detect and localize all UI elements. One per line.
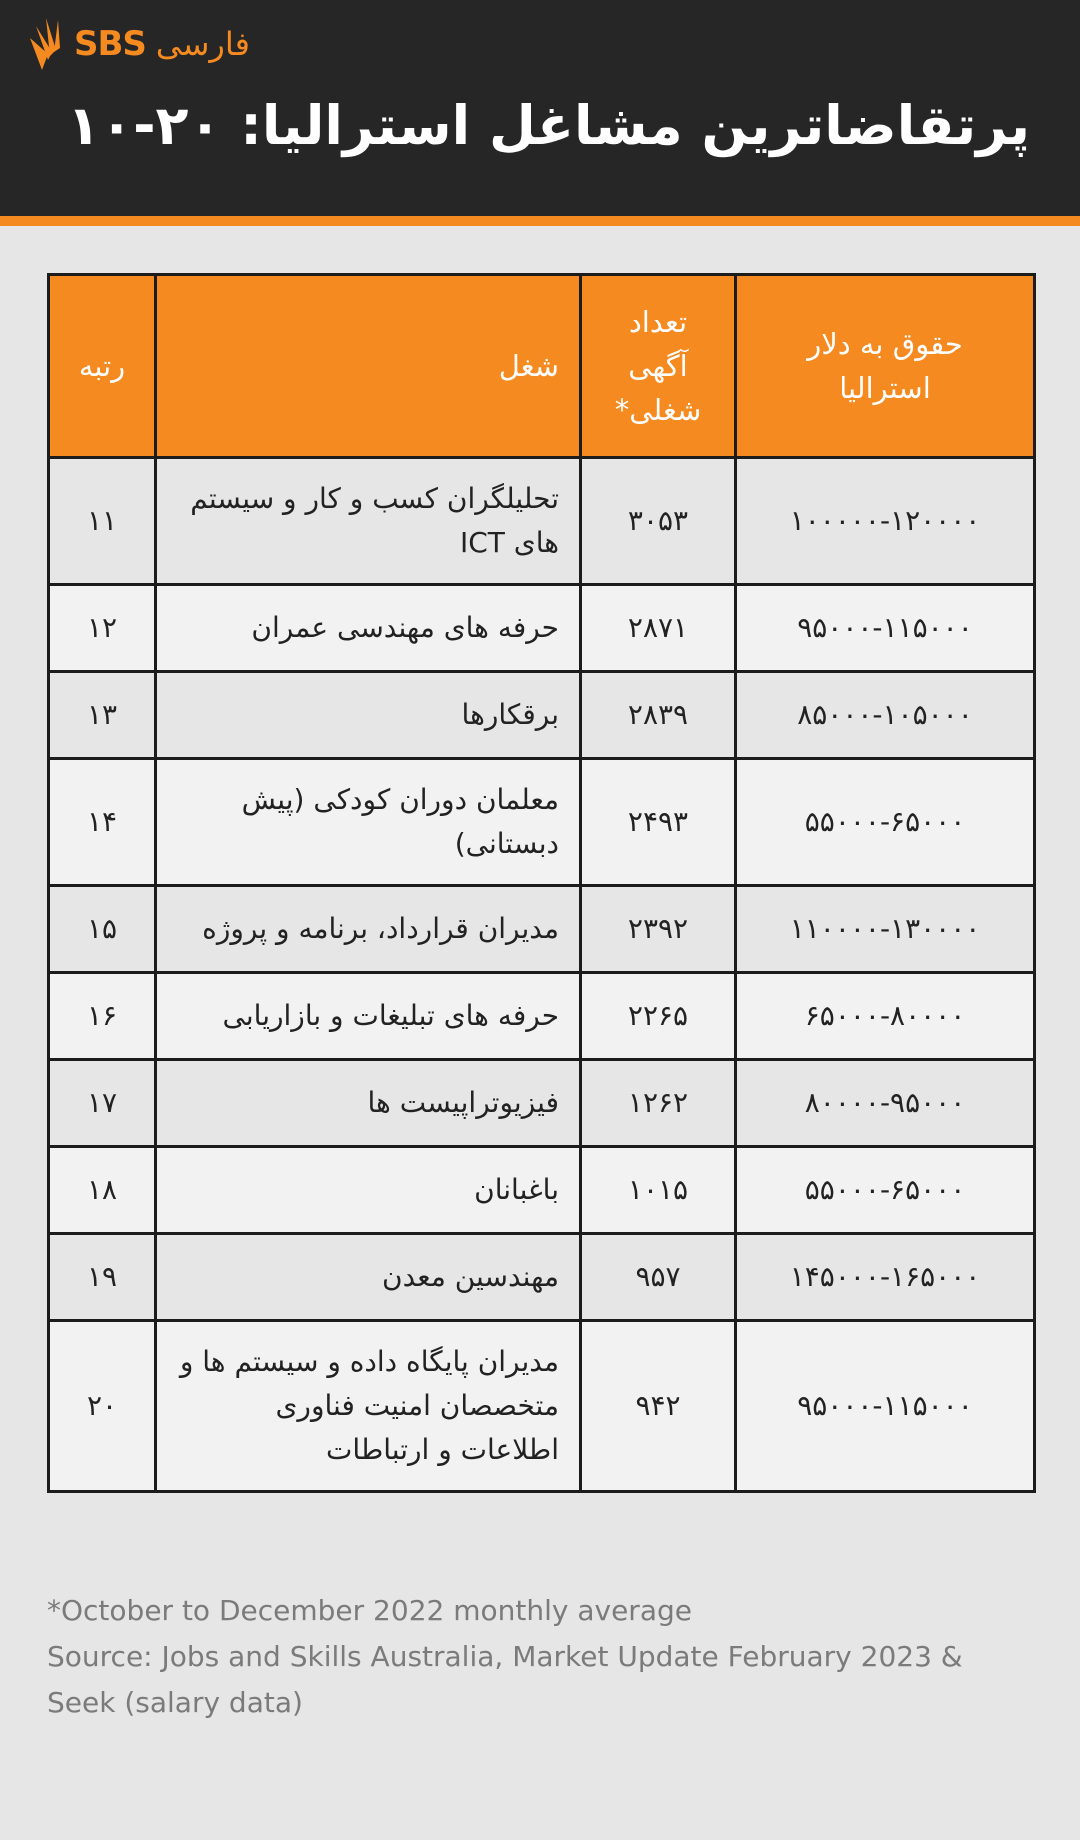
job-cell: مهندسین معدن [156,1234,581,1321]
salary-cell: ۶۵۰۰۰-۸۰۰۰۰ [736,973,1035,1060]
sbs-sunburst-icon [28,16,72,72]
job-cell: برقکارها [156,672,581,759]
job-cell: مدیران قرارداد، برنامه و پروژه [156,886,581,973]
salary-cell: ۸۵۰۰۰-۱۰۵۰۰۰ [736,672,1035,759]
count-cell: ۹۴۲ [581,1321,736,1492]
count-cell: ۱۰۱۵ [581,1147,736,1234]
salary-cell: ۹۵۰۰۰-۱۱۵۰۰۰ [736,1321,1035,1492]
job-cell: باغبانان [156,1147,581,1234]
count-cell: ۹۵۷ [581,1234,736,1321]
job-cell: حرفه های تبلیغات و بازاریابی [156,973,581,1060]
salary-cell: ۱۰۰۰۰۰-۱۲۰۰۰۰ [736,458,1035,585]
header-rank: رتبه [49,275,156,458]
count-cell: ۲۲۶۵ [581,973,736,1060]
job-cell: حرفه های مهندسی عمران [156,585,581,672]
logo-farsi-text: فارسی [155,25,250,63]
table-row [49,1060,1035,1147]
salary-cell: ۵۵۰۰۰-۶۵۰۰۰ [736,759,1035,886]
count-cell: ۲۸۷۱ [581,585,736,672]
page-title: پرتقاضاترین مشاغل استرالیا: ۲۰-۱۰ [67,94,1030,157]
salary-cell: ۵۵۰۰۰-۶۵۰۰۰ [736,1147,1035,1234]
rank-cell: ۱۸ [49,1147,156,1234]
count-cell: ۲۴۹۳ [581,759,736,886]
table-row [49,973,1035,1060]
jobs-table [47,273,1036,1493]
footnote-source: Source: Jobs and Skills Australia, Market Update February 2023 & Seek (salary data) [47,1640,963,1719]
count-cell: ۲۳۹۲ [581,886,736,973]
logo-sbs-text: SBS [74,24,146,64]
table-row [49,458,1035,585]
job-cell: فیزیوتراپیست ها [156,1060,581,1147]
rank-cell: ۱۱ [49,458,156,585]
count-cell: ۳۰۵۳ [581,458,736,585]
rank-cell: ۱۵ [49,886,156,973]
header-accent-stripe [0,216,1080,226]
rank-cell: ۱۳ [49,672,156,759]
salary-cell: ۱۱۰۰۰۰-۱۳۰۰۰۰ [736,886,1035,973]
job-cell: مدیران پایگاه داده و سیستم ها و متخصصان امنیت فناوری اطلاعات و ارتباطات [156,1321,581,1492]
table-row [49,886,1035,973]
rank-cell: ۱۲ [49,585,156,672]
count-cell: ۲۸۳۹ [581,672,736,759]
header-job: شغل [156,275,581,458]
job-cell: معلمان دوران کودکی (پیش دبستانی) [156,759,581,886]
table-row [49,759,1035,886]
rank-cell: ۱۷ [49,1060,156,1147]
footnote [47,1588,1037,1726]
table-header-row [49,275,1035,458]
rank-cell: ۱۴ [49,759,156,886]
job-cell: تحلیلگران کسب و کار و سیستم های ICT [156,458,581,585]
rank-cell: ۲۰ [49,1321,156,1492]
salary-cell: ۸۰۰۰۰-۹۵۰۰۰ [736,1060,1035,1147]
sbs-farsi-logo [28,16,250,72]
rank-cell: ۱۹ [49,1234,156,1321]
header-salary: حقوق به دلار استرالیا [736,275,1035,458]
table-row [49,585,1035,672]
table-row [49,1147,1035,1234]
count-cell: ۱۲۶۲ [581,1060,736,1147]
table-row [49,1234,1035,1321]
salary-cell: ۹۵۰۰۰-۱۱۵۰۰۰ [736,585,1035,672]
header-count: تعداد آگهی شغلی* [581,275,736,458]
table-row [49,672,1035,759]
footnote-average: *October to December 2022 monthly average [47,1594,692,1627]
salary-cell: ۱۴۵۰۰۰-۱۶۵۰۰۰ [736,1234,1035,1321]
header-bar [0,0,1080,216]
table-row [49,1321,1035,1492]
rank-cell: ۱۶ [49,973,156,1060]
